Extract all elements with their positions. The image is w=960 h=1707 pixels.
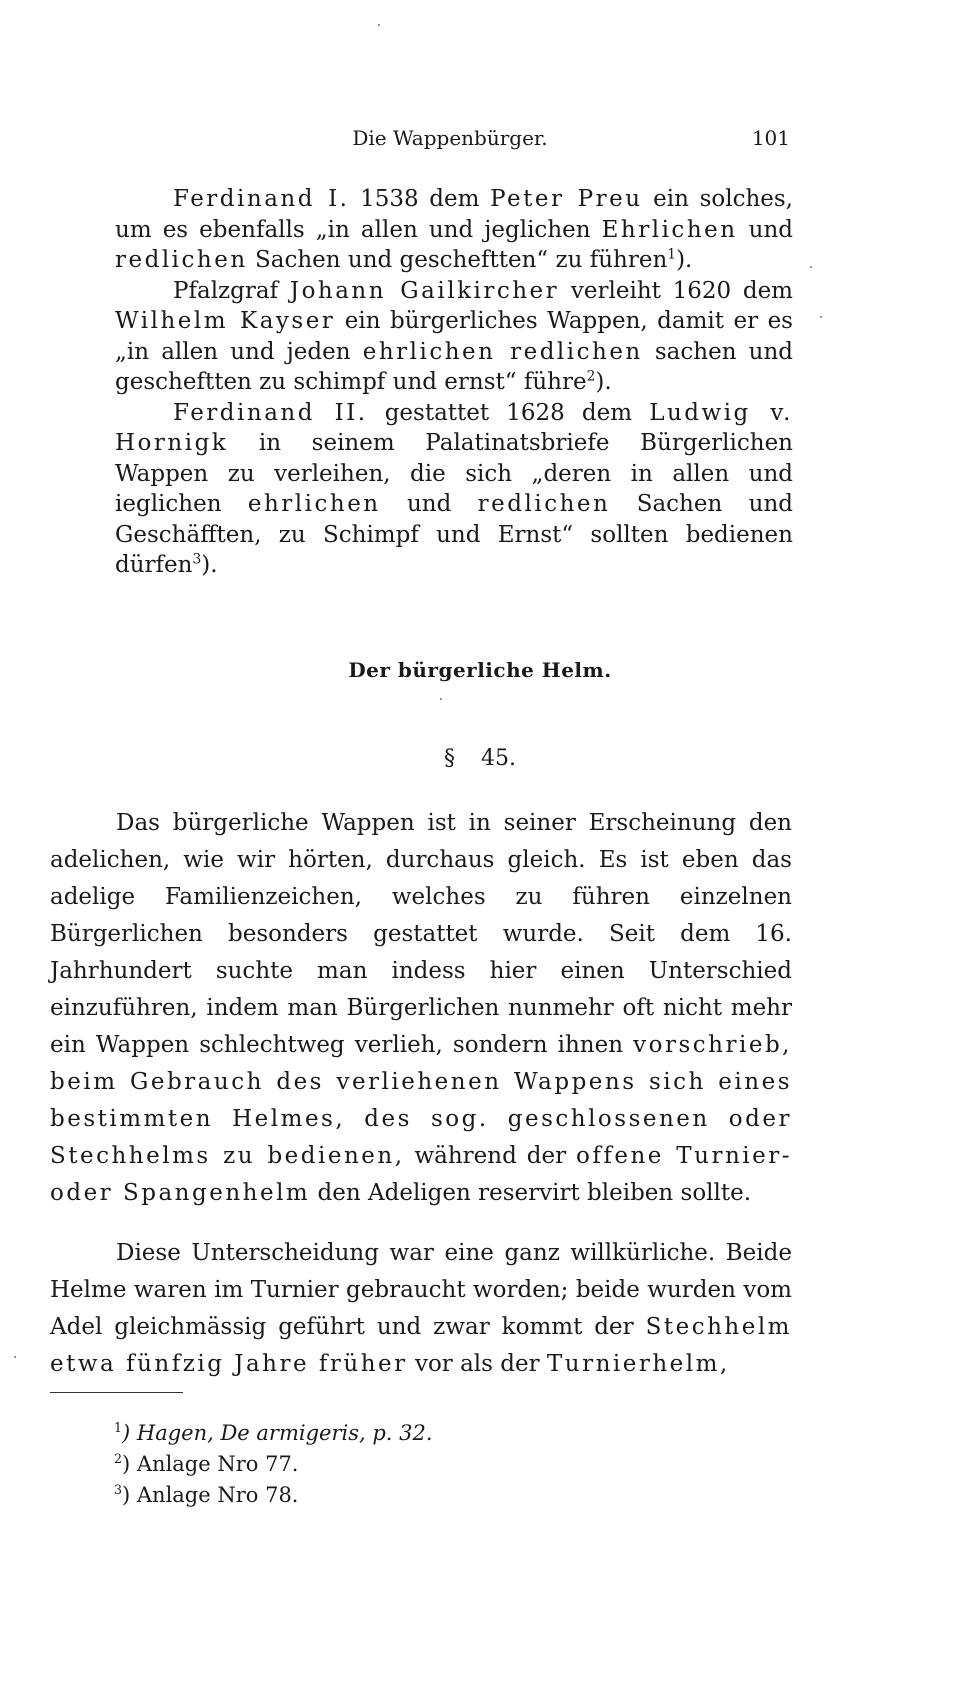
footnote-divider [50,1392,183,1393]
spaced-word: redlichen [477,491,611,517]
spaced-word: ehrlichen redlichen [362,338,643,365]
paragraph-ferdinand-i [115,184,793,276]
footnote-ref: 2 [586,368,596,385]
spaced-phrase: Stechhelm etwa fünfzig Jahre früher [50,1314,792,1377]
page-header [110,126,790,156]
footnote-mark: 1 [114,1420,123,1435]
spaced-word: ehrlichen [247,491,381,517]
print-speck [820,316,822,318]
running-title: Die Wappenbürger. [352,126,548,150]
spaced-name: Peter Preu [490,186,643,212]
paragraph-ferdinand-ii [115,398,793,581]
print-speck [14,1356,16,1358]
paragraph-unterscheidung [50,1235,792,1383]
section-body [50,805,792,1406]
print-speck [378,24,380,26]
text-run: Das bürgerliche Wappen ist in seiner Erscheinung den adelichen, wie wir hörten, durchaus gleich. Es ist eben das adelige Familienzeichen, welches zu führen einzelnen Bürgerlichen besonders gestattet wurde. Seit dem 16. Jahrhundert suchte man indess hier einen Unterschied einzuführen, indem man Bürgerlichen nunmehr oft nicht mehr ein Wappen schlechtweg verlieh, sondern ihnen [50,810,792,1058]
spaced-name: Wilhelm Kayser [115,308,336,334]
paragraph-burgerliche-wappen [50,805,792,1212]
text-run: ). [595,369,612,395]
footnote-2 [114,1449,714,1480]
text-run: ). [201,552,218,578]
footnote-text: ) Anlage Nro 77. [122,1452,299,1476]
footnote-text: ) Hagen, De armigeris, p. 32. [122,1421,433,1445]
text-run: verleiht 1620 dem [559,277,793,304]
spaced-word: Ehrlichen [601,216,738,243]
spaced-phrase: Turnierhelm, [546,1351,730,1377]
footnotes [114,1418,714,1511]
print-speck [440,698,442,700]
text-run: ein solches, um es ebenfalls „in allen und jeglichen [115,186,793,243]
spaced-name: Ferdinand II. [173,399,368,426]
text-run: gestattet 1628 dem [367,399,650,426]
text-run: 1538 dem [349,186,491,212]
spaced-phrase: offene Turnier- oder Spangenhelm [50,1143,793,1206]
footnote-1 [114,1418,714,1449]
footnote-mark: 3 [114,1482,123,1497]
spaced-name: Ferdinand I. [173,186,350,212]
section-heading: Der bürgerliche Helm. [348,658,612,682]
text-run: ein bürgerliches Wappen, damit er es „in allen und jeden [115,308,793,365]
text-run: Pfalzgraf [173,277,290,304]
footnote-ref: 1 [667,246,677,263]
footnote-text: ) Anlage Nro 78. [122,1483,299,1507]
footnote-mark: 2 [114,1451,123,1466]
text-run: während der [404,1143,576,1169]
text-run: und [380,491,478,517]
spaced-name: Johann Gailkircher [289,277,560,304]
text-run: in seinem Palatinatsbriefe Bürgerlichen Wappen zu verleihen, die sich „deren in allen und ieglichen [115,430,793,517]
intro-paragraphs [115,184,793,581]
text-run: vor als der [407,1351,547,1377]
text-run: Sachen und Geschäfften, zu Schimpf und Ernst“ sollten bedienen dürfen [115,491,793,578]
footnote-3 [114,1480,714,1511]
print-speck [810,266,812,268]
footnote-ref: 3 [192,551,202,568]
text-run: sachen und gescheftten zu schimpf und ernst“ führe [115,338,793,395]
spaced-word: redlichen [115,247,248,273]
text-run: den Adeligen reservirt bleiben sollte. [310,1180,752,1206]
paragraph-pfalzgraf [115,276,793,398]
page-number: 101 [751,126,790,150]
spaced-phrase: vorschrieb, beim Gebrauch des verliehenen Wappens sich eines bestimmten Helmes, des sog. geschlossenen oder Stechhelms zu bedienen, [50,1032,792,1169]
section-symbol: § [444,746,455,771]
section-value: 45. [481,746,516,771]
text-run: Sachen und gescheftten“ zu führen [247,247,668,273]
text-run: und [737,216,793,243]
spaced-name: Ludwig v. Hornigk [115,399,793,456]
text-run: Diese Unterscheidung war eine ganz willkürliche. Beide Helme waren im Turnier gebraucht worden; beide wurden vom Adel gleichmässig geführt und zwar kommt der [50,1240,792,1340]
section-number [0,746,960,771]
text-run: ). [676,247,693,273]
